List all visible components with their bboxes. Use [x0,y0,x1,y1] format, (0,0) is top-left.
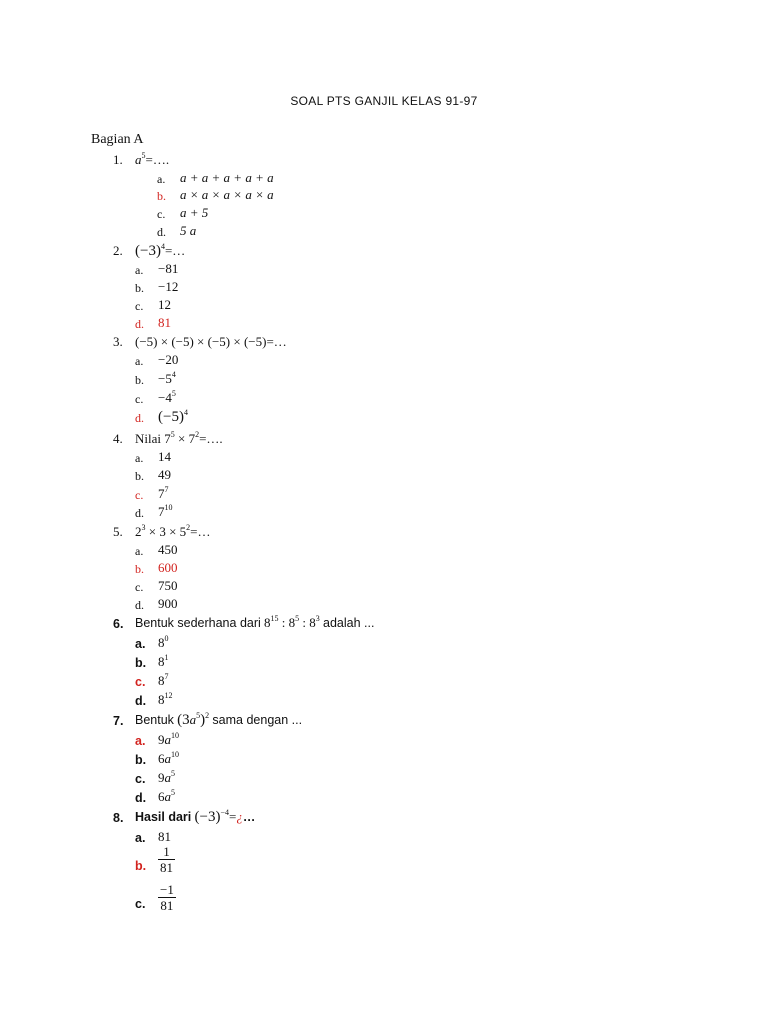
q1-a-text: a + a + a + a + a [180,170,274,185]
q7-a-text: $9a^{10}$ [158,730,179,747]
section-heading: Bagian A [91,132,144,147]
q4-number: 4. [113,431,123,446]
q5-a-label: a. [135,544,144,558]
q7-d-text: $6a^5$ [158,787,175,804]
q6-a-text: $8^0$ [158,633,169,650]
q5-b-label: b. [135,562,144,576]
q3-b-label: b. [135,373,144,387]
q1-number: 1. [113,152,123,167]
q5-a-text: 450 [158,542,178,557]
q6-a-label: a. [135,637,146,651]
q3-a-text: −20 [158,352,179,367]
q2-c-text: 12 [158,297,171,312]
q7-b-label: b. [135,753,147,767]
q4-d-text: $7^{10}$ [158,502,173,519]
q3-d-label: d. [135,411,144,425]
q5-number: 5. [113,524,123,539]
q8-b-fraction [158,844,175,875]
q1-a-label: a. [157,172,166,186]
q6-text: Bentuk sederhana dari $8^{15}$ : $8^5$ : $8^3$ adalah ... [135,613,375,630]
q2-number: 2. [113,243,123,258]
q3-c-text: $-4^5$ [158,388,176,405]
q3-d-text: $(-5)^4$ [158,407,188,425]
q2-b-text: −12 [158,279,179,294]
q7-c-label: c. [135,772,146,786]
q2-d-label: d. [135,317,144,331]
q2-d-text: 81 [158,315,171,330]
q8-number: 8. [113,811,124,825]
q7-c-text: $9a^5$ [158,768,175,785]
q5-d-label: d. [135,598,144,612]
q1-b-label: b. [157,189,166,203]
q4-d-label: d. [135,506,144,520]
q4-a-label: a. [135,451,144,465]
q4-b-text: 49 [158,467,171,482]
q6-d-label: d. [135,694,147,708]
q4-c-text: $7^7$ [158,484,169,501]
q7-d-label: d. [135,791,147,805]
q1-text: $a^5=\dots$. [135,150,170,167]
q3-c-label: c. [135,392,144,406]
page-title: SOAL PTS GANJIL KELAS 91-97 [290,94,478,108]
q5-text: $2^3 \times 3$ × $5^2=\dots$ [135,522,211,539]
q5-c-text: 750 [158,578,178,593]
q8-b-denominator: 81 [160,860,173,875]
q8-c-denominator: 81 [160,898,174,913]
q1-c-text: a + 5 [180,205,209,220]
q1-d-label: d. [157,225,166,239]
q5-c-label: c. [135,580,144,594]
q7-text: Bentuk $(3a^5)^2$ sama dengan ... [135,710,303,728]
q6-b-label: b. [135,656,147,670]
q6-number: 6. [113,617,124,631]
q7-number: 7. [113,714,124,728]
q2-text: $(-3)^4=\dots$ [135,241,186,259]
q8-b-numerator: 1 [158,844,175,860]
q5-d-text: 900 [158,596,178,611]
q2-c-label: c. [135,299,144,313]
q2-b-label: b. [135,281,144,295]
q8-a-label: a. [135,831,146,845]
q6-d-text: $8^{12}$ [158,690,173,707]
q8-text: Hasil dari $(-3)^{-4}=¿\dots$ [135,807,256,825]
q4-a-text: 14 [158,449,171,464]
q3-number: 3. [113,334,123,349]
q6-c-label: c. [135,675,146,689]
q4-b-label: b. [135,469,144,483]
q7-b-text: $6a^{10}$ [158,749,179,766]
q8-c-numerator: −1 [160,882,174,897]
q5-b-text: 600 [158,560,178,575]
q8-b-label: b. [135,859,147,873]
q6-b-text: $8^1$ [158,652,169,669]
q3-b-text: $-5^4$ [158,369,176,386]
q1-c-label: c. [157,207,166,221]
q2-a-label: a. [135,263,144,277]
q8-a-text: 81 [158,829,171,844]
q3-text: (−5) × (−5) × (−5) × (−5)=… [135,334,287,349]
q6-c-text: $8^7$ [158,671,169,688]
q1-b-text: a × a × a × a × a [180,187,274,202]
q4-text: Nilai $7^5$ × $7^2=\dots$. [135,429,223,446]
q8-c-label: c. [135,897,146,911]
q2-a-text: −81 [158,261,179,276]
q7-a-label: a. [135,734,146,748]
q1-d-text: 5 a [180,223,197,238]
q3-a-label: a. [135,354,144,368]
q4-c-label: c. [135,488,144,502]
q8-c-fraction [158,882,176,913]
